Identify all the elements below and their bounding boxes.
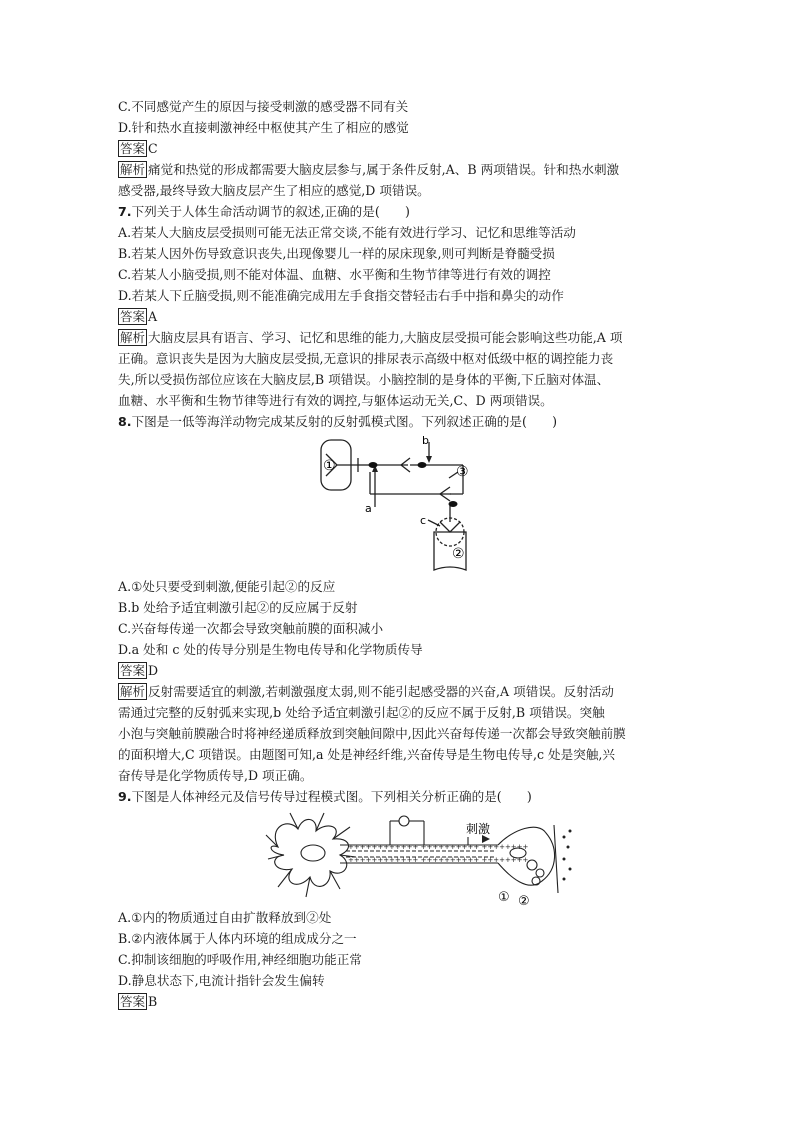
q7-analysis-line-1: 解析 大脑皮层具有语言、学习、记忆和思维的能力,大脑皮层受损可能会影响这些功能,A 项 <box>120 330 623 345</box>
answer-value: A <box>148 309 158 324</box>
q8-analysis-line-5: 奋传导是化学物质传导,D 项正确。 <box>118 768 313 783</box>
q7-option-c: C.若某人小脑受损,则不能对体温、血糖、水平衡和生物节律等进行有效的调控 <box>118 267 551 282</box>
label-circle-1: ① <box>323 458 336 474</box>
label-a: a <box>365 502 372 515</box>
q8-stem: 8.下图是一低等海洋动物完成某反射的反射弧模式图。下列叙述正确的是( ) <box>118 414 557 429</box>
analysis-label: 解析 <box>120 684 146 699</box>
q8-option-b: B.b 处给予适宜刺激引起②的反应属于反射 <box>118 600 358 615</box>
neuron-body-2 <box>418 462 427 468</box>
answer-value: B <box>148 994 158 1009</box>
neuron-body-3 <box>449 501 458 507</box>
q7-option-a: A.若某人大脑皮层受损则可能无法正常交谈,不能有效进行学习、记忆和思维等活动 <box>118 225 576 240</box>
q6-answer <box>118 138 678 159</box>
question-number: 8. <box>118 414 132 429</box>
document-page <box>118 96 678 1012</box>
neuron-figure <box>118 807 678 907</box>
answer-value: D <box>148 663 159 678</box>
answer-value: C <box>148 141 158 156</box>
analysis-label: 解析 <box>120 162 146 177</box>
q8-analysis-line-2: 需通过完整的反射弧来实现,b 处给予适宜刺激引起②的反应不属于反射,B 项错误。突触 <box>118 705 605 720</box>
synaptic-vesicle <box>527 860 537 870</box>
neuron-body-1 <box>369 462 378 468</box>
label-circle-2: ② <box>452 546 465 562</box>
cell-body <box>271 819 348 886</box>
answer-label: 答案 <box>120 994 146 1009</box>
q8-option-a: A.①处只要受到刺激,便能引起②的反应 <box>118 579 336 594</box>
label-circle-2: ② <box>518 894 530 907</box>
q9-option-d: D.静息状态下,电流计指针会发生偏转 <box>118 973 325 988</box>
q9-stem: 9.下图是人体神经元及信号传导过程模式图。下列相关分析正确的是( ) <box>118 789 532 804</box>
q9-option-c: C.抑制该细胞的呼吸作用,神经细胞功能正常 <box>118 952 362 967</box>
q7-stem: 7.下列关于人体生命活动调节的叙述,正确的是( ) <box>118 204 410 219</box>
label-circle-1: ① <box>498 890 510 905</box>
q8-option-d: D.a 处和 c 处的传导分别是生物电传导和化学物质传导 <box>118 642 423 657</box>
label-stimulus: 刺激 <box>466 822 491 836</box>
q7-option-b: B.若某人因外伤导致意识丧失,出现像婴儿一样的尿床现象,则可判断是脊髓受损 <box>118 246 555 261</box>
q9-answer <box>118 991 678 1012</box>
label-b: b <box>422 434 429 447</box>
neuron-diagram <box>118 807 678 907</box>
q8-analysis-line-4: 的面积增大,C 项错误。由题图可知,a 处是神经纤维,兴奋传导是生物电传导,c 处是突触,兴 <box>118 747 616 762</box>
q6-analysis-line-2: 感受器,最终导致大脑皮层产生了相应的感觉,D 项错误。 <box>118 183 430 198</box>
reflex-arc-figure <box>118 432 678 576</box>
reflex-arc-diagram <box>118 432 678 576</box>
q9-option-a: A.①内的物质通过自由扩散释放到②处 <box>118 910 332 925</box>
galvanometer <box>399 816 409 826</box>
q8-answer <box>118 660 678 681</box>
q8-analysis-line-3: 小泡与突触前膜融合时将神经递质释放到突触间隙中,因此兴奋每传递一次都会导致突触前膜 <box>118 726 626 741</box>
answer-label: 答案 <box>120 663 146 678</box>
answer-label: 答案 <box>120 141 146 156</box>
q7-answer <box>118 306 678 327</box>
analysis-label: 解析 <box>120 330 146 345</box>
q7-option-d: D.若某人下丘脑受损,则不能准确完成用左手食指交替轻击右手中指和鼻尖的动作 <box>118 288 564 303</box>
answer-label: 答案 <box>120 309 146 324</box>
q7-analysis-line-3: 失,所以受损伤部位应该在大脑皮层,B 项错误。小脑控制的是身体的平衡,下丘脑对体温、 <box>118 372 610 387</box>
label-circle-3: ③ <box>456 464 469 480</box>
nucleus <box>301 845 325 861</box>
label-c: c <box>420 514 427 527</box>
q8-option-c: C.兴奋每传递一次都会导致突触前膜的面积减小 <box>118 621 384 636</box>
question-number: 9. <box>118 789 132 804</box>
membrane-charges-top: ++++++++++++ ++++++++++ ++++++++ <box>348 843 529 851</box>
q6-option-d: D.针和热水直接刺激神经中枢使其产生了相应的感觉 <box>118 120 409 135</box>
membrane-charges-bottom: ++++++++++++ ++++++++++ ++++++++ <box>348 856 529 864</box>
question-number: 7. <box>118 204 132 219</box>
q7-analysis-line-4: 血糖、水平衡和生物节律等进行有效的调控,与躯体运动无关,C、D 两项错误。 <box>118 393 553 408</box>
q6-analysis-line-1: 解析 痛觉和热觉的形成都需要大脑皮层参与,属于条件反射,A、B 两项错误。针和热水刺激 <box>120 162 620 177</box>
q8-analysis-line-1: 解析 反射需要适宜的刺激,若刺激强度太弱,则不能引起感受器的兴奋,A 项错误。反射活动 <box>120 684 614 699</box>
q6-option-c: C.不同感觉产生的原因与接受刺激的感受器不同有关 <box>118 99 409 114</box>
q7-analysis-line-2: 正确。意识丧失是因为大脑皮层受损,无意识的排尿表示高级中枢对低级中枢的调控能力丧 <box>118 351 614 366</box>
q9-option-b: B.②内液体属于人体内环境的组成成分之一 <box>118 931 357 946</box>
